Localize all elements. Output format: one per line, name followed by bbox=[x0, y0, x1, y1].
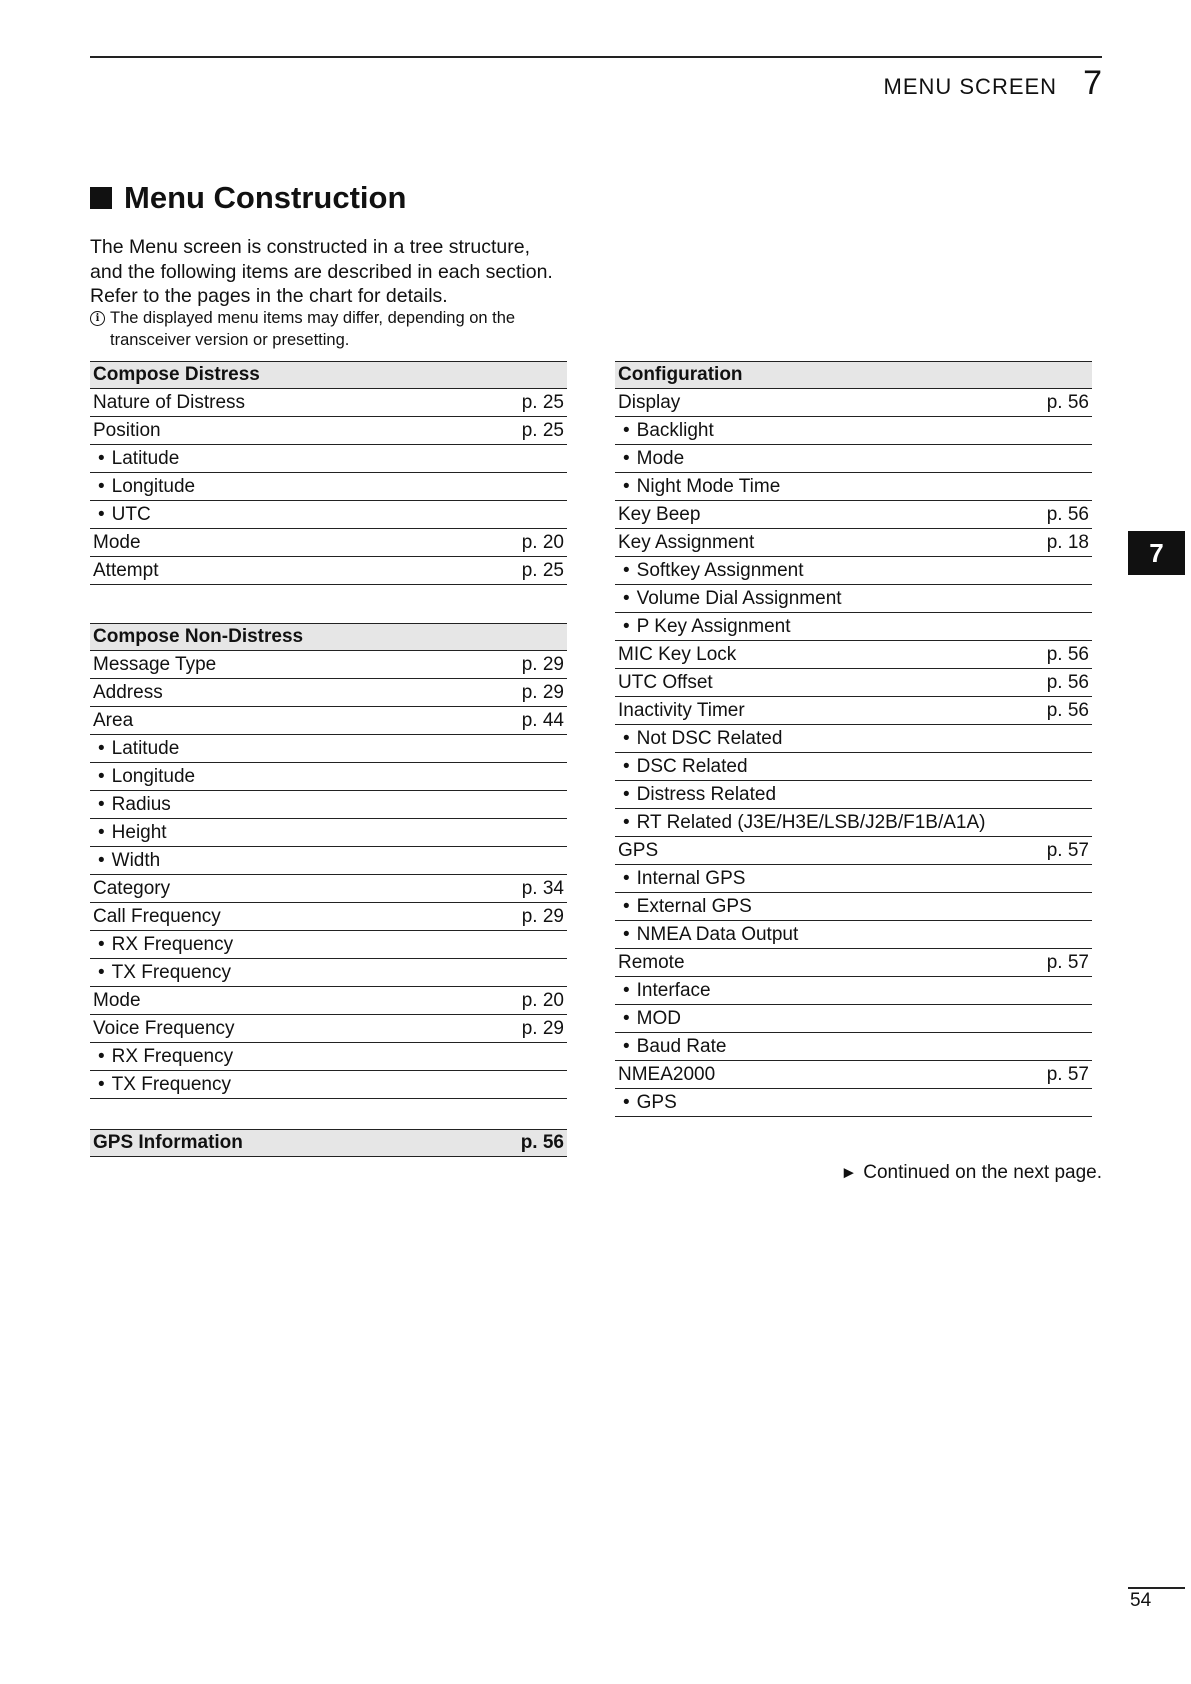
menu-item-label: • Backlight bbox=[615, 420, 714, 442]
page-ref: p. 56 bbox=[1046, 643, 1089, 665]
table-header bbox=[90, 361, 567, 389]
menu-item-label: • RT Related (J3E/H3E/LSB/J2B/F1B/A1A) bbox=[615, 812, 986, 834]
menu-item-row bbox=[90, 1015, 567, 1043]
menu-item-label: Key Assignment bbox=[618, 531, 755, 553]
menu-subitem-row bbox=[90, 501, 567, 529]
menu-item-row bbox=[615, 529, 1092, 557]
menu-item-label: • Longitude bbox=[90, 766, 195, 788]
menu-item-label: Mode bbox=[93, 989, 141, 1011]
menu-item-label: Position bbox=[93, 419, 161, 441]
menu-item-row bbox=[615, 1061, 1092, 1089]
page-ref: p. 20 bbox=[521, 989, 564, 1011]
page-ref: p. 25 bbox=[521, 419, 564, 441]
menu-subitem-row bbox=[615, 473, 1092, 501]
menu-item-label: • TX Frequency bbox=[90, 1074, 231, 1096]
menu-subitem-row bbox=[90, 1071, 567, 1099]
page-ref: p. 29 bbox=[521, 1017, 564, 1039]
menu-item-label: Display bbox=[618, 391, 681, 413]
menu-subitem-row bbox=[615, 725, 1092, 753]
menu-item-label: • Not DSC Related bbox=[615, 728, 782, 750]
table-header bbox=[90, 623, 567, 651]
menu-item-row bbox=[90, 417, 567, 445]
menu-item-label: • Volume Dial Assignment bbox=[615, 588, 842, 610]
menu-item-label: • UTC bbox=[90, 504, 151, 526]
page-header bbox=[884, 64, 1103, 103]
menu-subitem-row bbox=[90, 819, 567, 847]
menu-item-label: Address bbox=[93, 681, 163, 703]
intro-paragraph bbox=[90, 235, 590, 309]
page-ref: p. 56 bbox=[1046, 699, 1089, 721]
page-ref: p. 29 bbox=[521, 653, 564, 675]
menu-item-label: • Baud Rate bbox=[615, 1036, 726, 1058]
menu-item-row bbox=[90, 557, 567, 585]
table-header bbox=[90, 1129, 567, 1157]
page-ref: p. 25 bbox=[521, 391, 564, 413]
menu-subitem-row bbox=[615, 753, 1092, 781]
menu-item-row bbox=[90, 875, 567, 903]
menu-subitem-row bbox=[90, 1043, 567, 1071]
menu-item-label: Call Frequency bbox=[93, 905, 221, 927]
menu-item-label: • Internal GPS bbox=[615, 868, 745, 890]
menu-item-label: Message Type bbox=[93, 653, 217, 675]
page-ref: p. 57 bbox=[1046, 951, 1089, 973]
menu-item-label: Voice Frequency bbox=[93, 1017, 235, 1039]
menu-item-label: • Longitude bbox=[90, 476, 195, 498]
page-ref: p. 57 bbox=[1046, 1063, 1089, 1085]
page-ref: p. 56 bbox=[1046, 671, 1089, 693]
intro-line: and the following items are described in each section. bbox=[90, 260, 553, 283]
note-line: The displayed menu items may differ, depending on the bbox=[110, 309, 516, 327]
menu-subitem-row bbox=[615, 445, 1092, 473]
table-title: GPS Information bbox=[93, 1132, 243, 1153]
menu-item-label: • MOD bbox=[615, 1008, 681, 1030]
menu-subitem-row bbox=[90, 847, 567, 875]
menu-subitem-row bbox=[615, 1033, 1092, 1061]
menu-item-label: • Latitude bbox=[90, 738, 179, 760]
menu-item-row bbox=[90, 679, 567, 707]
info-note bbox=[90, 307, 570, 351]
configuration-table bbox=[615, 361, 1092, 1117]
menu-item-label: • External GPS bbox=[615, 896, 752, 918]
note-line: transceiver version or presetting. bbox=[110, 331, 350, 349]
menu-subitem-row bbox=[615, 1089, 1092, 1117]
page-ref: p. 25 bbox=[521, 559, 564, 581]
info-icon: i bbox=[90, 311, 105, 326]
chapter-side-tab: 7 bbox=[1128, 531, 1185, 575]
menu-item-row bbox=[615, 641, 1092, 669]
menu-item-label: UTC Offset bbox=[618, 671, 713, 693]
menu-item-label: • DSC Related bbox=[615, 756, 748, 778]
section-title: MENU SCREEN bbox=[883, 74, 1058, 99]
menu-item-row bbox=[615, 837, 1092, 865]
menu-subitem-row bbox=[615, 557, 1092, 585]
table-title: Compose Distress bbox=[93, 364, 260, 385]
table-title: Configuration bbox=[618, 364, 743, 385]
chapter-number: 7 bbox=[1083, 64, 1102, 102]
menu-subitem-row bbox=[615, 781, 1092, 809]
table-title: Compose Non-Distress bbox=[93, 626, 304, 647]
menu-item-label: GPS bbox=[618, 839, 659, 861]
menu-subitem-row bbox=[615, 977, 1092, 1005]
menu-item-label: • Height bbox=[90, 822, 167, 844]
menu-subitem-row bbox=[615, 417, 1092, 445]
menu-item-row bbox=[90, 707, 567, 735]
menu-item-row bbox=[615, 669, 1092, 697]
menu-item-row bbox=[90, 903, 567, 931]
menu-item-row bbox=[615, 389, 1092, 417]
page-ref: p. 29 bbox=[521, 905, 564, 927]
menu-item-row bbox=[615, 697, 1092, 725]
page-ref: p. 56 bbox=[1046, 503, 1089, 525]
menu-item-label: • Width bbox=[90, 850, 160, 872]
menu-subitem-row bbox=[90, 931, 567, 959]
arrow-right-icon: ► bbox=[840, 1163, 858, 1182]
menu-item-label: MIC Key Lock bbox=[618, 643, 737, 665]
menu-subitem-row bbox=[615, 893, 1092, 921]
menu-item-label: • Distress Related bbox=[615, 784, 776, 806]
menu-subitem-row bbox=[90, 473, 567, 501]
page-ref: p. 20 bbox=[521, 531, 564, 553]
menu-item-label: • Interface bbox=[615, 980, 711, 1002]
menu-item-label: Nature of Distress bbox=[93, 391, 246, 413]
menu-item-label: NMEA2000 bbox=[618, 1063, 716, 1085]
page-ref: p. 29 bbox=[521, 681, 564, 703]
menu-item-label: Area bbox=[93, 709, 134, 731]
menu-item-row bbox=[615, 949, 1092, 977]
page-ref: p. 34 bbox=[521, 877, 564, 899]
menu-subitem-row bbox=[615, 613, 1092, 641]
menu-item-label: Attempt bbox=[93, 559, 159, 581]
menu-subitem-row bbox=[90, 791, 567, 819]
menu-item-label: • Night Mode Time bbox=[615, 476, 780, 498]
square-bullet-icon bbox=[90, 187, 112, 209]
menu-item-label: • GPS bbox=[615, 1092, 677, 1114]
intro-line: The Menu screen is constructed in a tree structure, bbox=[90, 236, 531, 258]
menu-item-label: • RX Frequency bbox=[90, 934, 233, 956]
menu-item-row bbox=[615, 501, 1092, 529]
menu-item-label: • Latitude bbox=[90, 448, 179, 470]
page-number-rule bbox=[1128, 1587, 1185, 1589]
compose-non-distress-table bbox=[90, 623, 567, 1099]
page-ref: p. 56 bbox=[520, 1132, 564, 1153]
menu-subitem-row bbox=[615, 1005, 1092, 1033]
menu-item-label: • NMEA Data Output bbox=[615, 924, 798, 946]
menu-item-row bbox=[90, 651, 567, 679]
top-rule bbox=[90, 56, 1102, 58]
menu-item-label: • Softkey Assignment bbox=[615, 560, 804, 582]
table-header bbox=[615, 361, 1092, 389]
menu-item-label: • Radius bbox=[90, 794, 171, 816]
compose-distress-table bbox=[90, 361, 567, 585]
menu-subitem-row bbox=[615, 865, 1092, 893]
menu-item-row bbox=[90, 389, 567, 417]
page-ref: p. 44 bbox=[521, 709, 564, 731]
menu-item-row bbox=[90, 987, 567, 1015]
intro-line: Refer to the pages in the chart for details. bbox=[90, 285, 448, 307]
page-ref: p. 57 bbox=[1046, 839, 1089, 861]
menu-item-label: Mode bbox=[93, 531, 141, 553]
menu-subitem-row bbox=[615, 809, 1092, 837]
page-ref: p. 56 bbox=[1046, 391, 1089, 413]
menu-subitem-row bbox=[90, 959, 567, 987]
menu-subitem-row bbox=[90, 763, 567, 791]
menu-subitem-row bbox=[90, 735, 567, 763]
page-number: 54 bbox=[1130, 1590, 1152, 1611]
menu-subitem-row bbox=[615, 585, 1092, 613]
menu-item-label: Remote bbox=[618, 951, 685, 973]
menu-subitem-row bbox=[615, 921, 1092, 949]
gps-information-table bbox=[90, 1129, 567, 1157]
menu-item-label: Key Beep bbox=[618, 503, 701, 525]
menu-item-label: • Mode bbox=[615, 448, 684, 470]
menu-item-label: • RX Frequency bbox=[90, 1046, 233, 1068]
menu-item-label: • TX Frequency bbox=[90, 962, 231, 984]
menu-item-label: • P Key Assignment bbox=[615, 616, 791, 638]
menu-item-label: Inactivity Timer bbox=[618, 699, 745, 721]
menu-subitem-row bbox=[90, 445, 567, 473]
menu-item-row bbox=[90, 529, 567, 557]
page-ref: p. 18 bbox=[1046, 531, 1089, 553]
menu-item-label: Category bbox=[93, 877, 171, 899]
heading-text: Menu Construction bbox=[124, 180, 407, 215]
continued-note bbox=[840, 1162, 1102, 1184]
section-heading bbox=[90, 180, 406, 216]
continued-text: Continued on the next page. bbox=[863, 1162, 1102, 1183]
